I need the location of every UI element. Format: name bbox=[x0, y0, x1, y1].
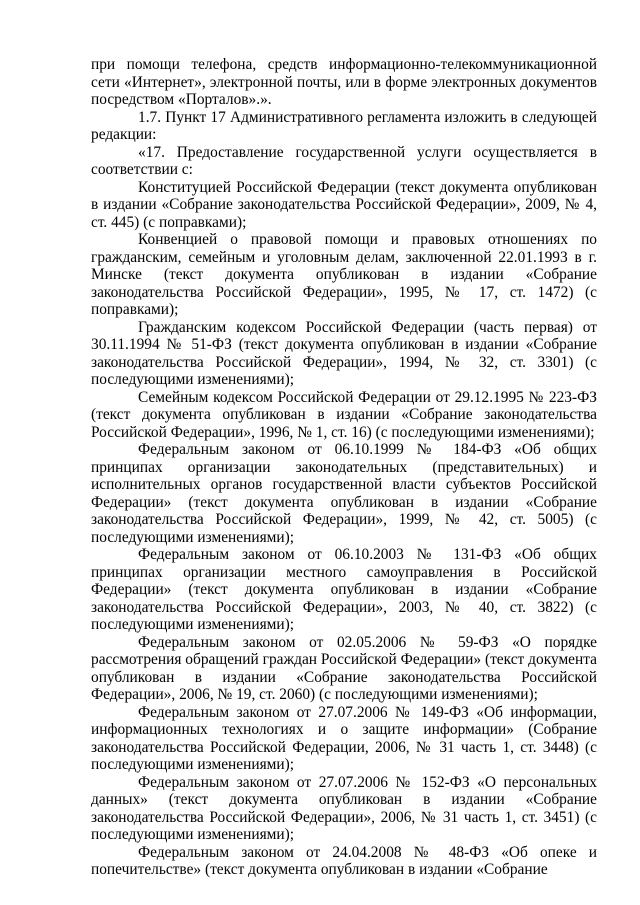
paragraph-law-131: Федеральным законом от 06.10.2003 № 131-ФЗ «Об общих принципах организации местного самоуправления в Российской Федерации» (текст документа опубликован в издании «Собрание законодательства Российской Федерации», 2003, № 40, ст. 3822) (с последующими изменениями); bbox=[91, 546, 597, 633]
paragraph-minsk-convention: Конвенцией о правовой помощи и правовых отношениях по гражданским, семейным и уголовным делам, заключенной 22.01.1993 в г. Минске (текст документа опубликован в издании «Собрание законодательства Российской Федерации», 1995, № 17, ст. 1472) (с поправками); bbox=[91, 231, 597, 318]
paragraph-civil-code: Гражданским кодексом Российской Федерации (часть первая) от 30.11.1994 № 51-ФЗ (текст документа опубликован в издании «Собрание законодательства Российской Федерации», 1994, № 32, ст. 3301) (с последующими изменениями); bbox=[91, 318, 597, 388]
document-page bbox=[91, 56, 597, 879]
paragraph-law-48: Федеральным законом от 24.04.2008 № 48-ФЗ «Об опеке и попечительстве» (текст документа опубликован в издании «Собрание bbox=[91, 843, 597, 878]
paragraph-continuation: при помощи телефона, средств информационно-телекоммуникационной сети «Интернет», электронной почты, или в форме электронных документов посредством «Порталов».». bbox=[91, 56, 597, 108]
paragraph-clause-17-intro: «17. Предоставление государственной услуги осуществляется в соответствии с: bbox=[91, 143, 597, 178]
paragraph-law-59: Федеральным законом от 02.05.2006 № 59-ФЗ «О порядке рассмотрения обращений граждан Российской Федерации» (текст документа опубликован в издании «Собрание законодательства Российской Федерации», 2006, № 19, ст. 2060) (с последующими изменениями); bbox=[91, 633, 597, 703]
paragraph-law-149: Федеральным законом от 27.07.2006 № 149-ФЗ «Об информации, информационных технологиях и о защите информации» (Собрание законодательства Российской Федерации, 2006, № 31 часть 1, ст. 3448) (с последующими изменениями); bbox=[91, 703, 597, 773]
paragraph-clause-1-7: 1.7. Пункт 17 Административного регламента изложить в следующей редакции: bbox=[91, 108, 597, 143]
paragraph-law-152: Федеральным законом от 27.07.2006 № 152-ФЗ «О персональных данных» (текст документа опубликован в издании «Собрание законодательства Российской Федерации», 2006, № 31 часть 1, ст. 3451) (с последующими изменениями); bbox=[91, 773, 597, 843]
paragraph-law-184: Федеральным законом от 06.10.1999 № 184-ФЗ «Об общих принципах организации законодательных (представительных) и исполнительных органов государственной власти субъектов Российской Федерации» (текст документа опубликован в издании «Собрание законодательства Российской Федерации», 1999, № 42, ст. 5005) (с последующими изменениями); bbox=[91, 441, 597, 546]
paragraph-family-code: Семейным кодексом Российской Федерации от 29.12.1995 № 223-ФЗ (текст документа опубликован в издании «Собрание законодательства Российской Федерации», 1996, № 1, ст. 16) (с последующими изменениями); bbox=[91, 388, 597, 441]
paragraph-constitution: Конституцией Российской Федерации (текст документа опубликован в издании «Собрание законодательства Российской Федерации», 2009, № 4, ст. 445) (с поправками); bbox=[91, 178, 597, 231]
